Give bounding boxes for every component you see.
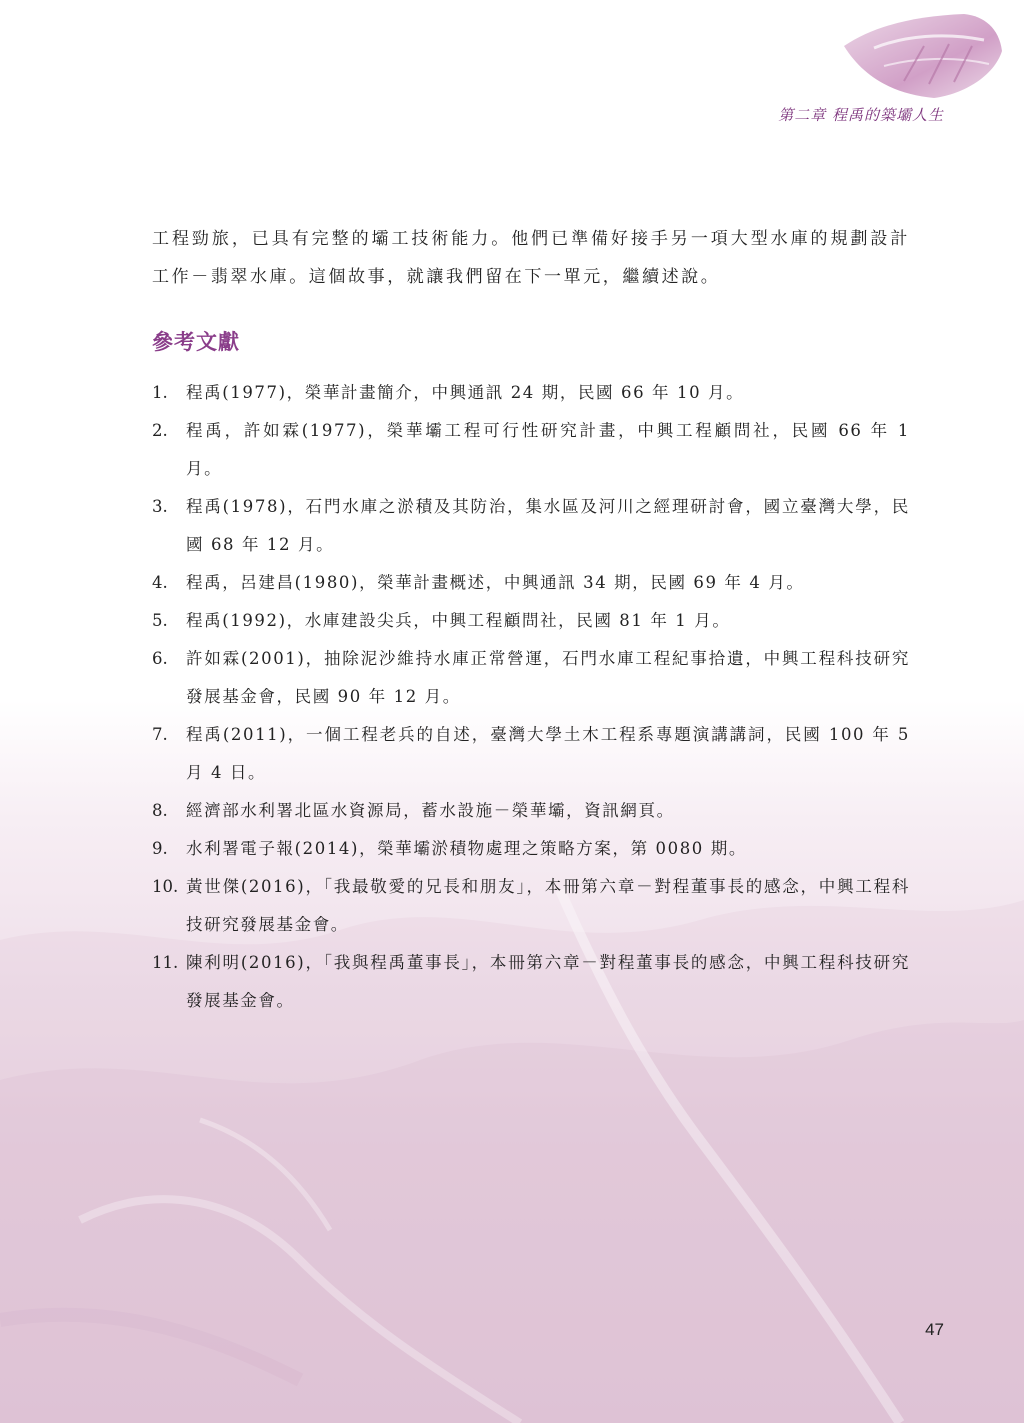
reference-item: [152, 830, 910, 868]
main-content: [152, 220, 910, 1020]
reference-number: 11.: [152, 953, 179, 972]
reference-number: 6.: [152, 649, 168, 668]
reference-item: [152, 944, 910, 1020]
reference-item: [152, 716, 910, 792]
reference-item: [152, 792, 910, 830]
reference-item: [152, 374, 910, 412]
reference-item: [152, 868, 910, 944]
reference-number: 4.: [152, 573, 168, 592]
reference-item: [152, 488, 910, 564]
reference-text: 程禹，許如霖(1977)，榮華壩工程可行性研究計畫，中興工程顧問社，民國 66 年 1 月。: [186, 421, 910, 478]
page-number: 47: [925, 1320, 944, 1339]
reference-item: [152, 564, 910, 602]
reference-text: 水利署電子報(2014)，榮華壩淤積物處理之策略方案，第 0080 期。: [186, 839, 747, 858]
reference-item: [152, 640, 910, 716]
reference-text: 程禹(2011)，一個工程老兵的自述，臺灣大學土木工程系專題演講講詞，民國 100 年 5 月 4 日。: [186, 725, 910, 782]
reference-number: 1.: [152, 383, 168, 402]
reference-text: 程禹(1992)，水庫建設尖兵，中興工程顧問社，民國 81 年 1 月。: [186, 611, 731, 630]
reference-text: 程禹，呂建昌(1980)，榮華計畫概述，中興通訊 34 期，民國 69 年 4 月。: [186, 573, 805, 592]
reference-text: 程禹(1978)，石門水庫之淤積及其防治，集水區及河川之經理研討會，國立臺灣大學，民國 68 年 12 月。: [186, 497, 910, 554]
reference-item: [152, 412, 910, 488]
reference-number: 7.: [152, 725, 168, 744]
references-title: 參考文獻: [152, 330, 240, 354]
reference-item: [152, 602, 910, 640]
reference-number: 5.: [152, 611, 168, 630]
running-header: 第二章 程禹的築壩人生: [778, 106, 944, 124]
references-list: [152, 374, 910, 1020]
reference-number: 10.: [152, 877, 179, 896]
reference-number: 8.: [152, 801, 168, 820]
dam-photo-corner-decoration: [814, 6, 1004, 106]
body-paragraph: 工程勁旅，已具有完整的壩工技術能力。他們已準備好接手另一項大型水庫的規劃設計工作－翡翠水庫。這個故事，就讓我們留在下一單元，繼續述說。: [152, 229, 910, 287]
reference-text: 程禹(1977)，榮華計畫簡介，中興通訊 24 期，民國 66 年 10 月。: [186, 383, 745, 402]
reference-text: 黃世傑(2016)，「我最敬愛的兄長和朋友」，本冊第六章－對程董事長的感念，中興工程科技研究發展基金會。: [186, 877, 910, 934]
reference-number: 3.: [152, 497, 168, 516]
reference-text: 陳利明(2016)，「我與程禹董事長」，本冊第六章－對程董事長的感念，中興工程科技研究發展基金會。: [186, 953, 910, 1010]
reference-number: 9.: [152, 839, 168, 858]
reference-text: 許如霖(2001)，抽除泥沙維持水庫正常營運，石門水庫工程紀事拾遺，中興工程科技研究發展基金會，民國 90 年 12 月。: [186, 649, 910, 706]
reference-number: 2.: [152, 421, 168, 440]
reference-text: 經濟部水利署北區水資源局，蓄水設施－榮華壩，資訊網頁。: [186, 801, 675, 820]
